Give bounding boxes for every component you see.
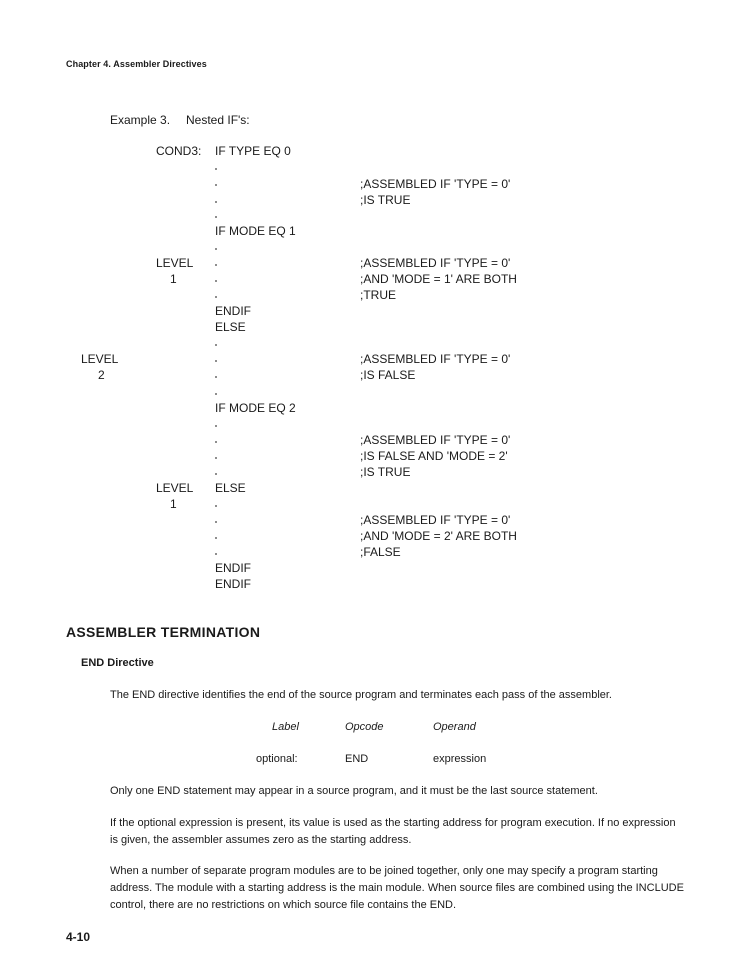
- paragraph: If the optional expression is present, its value is used as the starting address for program execution. If no expression is given, the assembler assumes zero as the starting address.: [110, 817, 676, 846]
- ellipsis-dot: [215, 201, 217, 203]
- code-line: IF MODE EQ 2: [215, 401, 296, 415]
- ellipsis-dot: [215, 376, 217, 378]
- code-line: ELSE: [215, 320, 246, 334]
- format-header-operand: Operand: [433, 721, 476, 733]
- ellipsis-dot: [215, 473, 217, 475]
- ellipsis-dot: [215, 521, 217, 523]
- page-number: 4-10: [66, 930, 91, 944]
- ellipsis-dot: [215, 168, 217, 170]
- ellipsis-dot: [215, 216, 217, 218]
- level-label: LEVEL: [156, 256, 194, 270]
- code-comment: ;FALSE: [360, 545, 401, 559]
- code-comment: ;IS FALSE: [360, 368, 416, 382]
- ellipsis-dot: [215, 296, 217, 298]
- code-line: ENDIF: [215, 561, 251, 575]
- level-label: LEVEL: [156, 481, 194, 495]
- paragraph: Only one END statement may appear in a source program, and it must be the last source statement.: [110, 785, 598, 797]
- format-header-label: Label: [272, 721, 299, 733]
- ellipsis-dot: [215, 393, 217, 395]
- running-head: Chapter 4. Assembler Directives: [66, 59, 207, 69]
- ellipsis-dot: [215, 360, 217, 362]
- code-line: IF MODE EQ 1: [215, 224, 296, 238]
- format-cell-operand: expression: [433, 753, 487, 765]
- level-label: LEVEL: [81, 352, 119, 366]
- code-comment: ;ASSEMBLED IF 'TYPE = 0': [360, 177, 511, 191]
- code-line: ENDIF: [215, 304, 251, 318]
- ellipsis-dot: [215, 425, 217, 427]
- code-comment: ;IS TRUE: [360, 193, 411, 207]
- ellipsis-dot: [215, 537, 217, 539]
- ellipsis-dot: [215, 441, 217, 443]
- ellipsis-dot: [215, 457, 217, 459]
- code-comment: ;TRUE: [360, 288, 396, 302]
- ellipsis-dot: [215, 344, 217, 346]
- code-comment: ;IS TRUE: [360, 465, 411, 479]
- code-line: ENDIF: [215, 577, 251, 591]
- ellipsis-dot: [215, 505, 217, 507]
- code-comment: ;AND 'MODE = 1' ARE BOTH: [360, 272, 517, 286]
- code-line: IF TYPE EQ 0: [215, 144, 291, 158]
- ellipsis-dot: [215, 264, 217, 266]
- section-heading: ASSEMBLER TERMINATION: [66, 624, 261, 640]
- ellipsis-dot: [215, 248, 217, 250]
- ellipsis-dot: [215, 553, 217, 555]
- subsection-heading: END Directive: [81, 657, 154, 669]
- level-number: 1: [170, 497, 177, 511]
- code-label: COND3:: [156, 144, 202, 158]
- level-number: 2: [98, 368, 105, 382]
- paragraph: When a number of separate program modules are to be joined together, only one may specify a program starting address. The module with a starting address is the main module. When source files are combined using the INCLUDE control, there are no restrictions on which source file contains the END.: [110, 865, 684, 911]
- level-number: 1: [170, 272, 177, 286]
- format-cell-label: optional:: [256, 753, 298, 765]
- code-comment: ;AND 'MODE = 2' ARE BOTH: [360, 529, 517, 543]
- example-title: Example 3.: [110, 113, 171, 127]
- ellipsis-dot: [215, 280, 217, 282]
- intro-paragraph: The END directive identifies the end of the source program and terminates each pass of the assembler.: [110, 689, 612, 701]
- format-header-opcode: Opcode: [345, 721, 384, 733]
- code-comment: ;IS FALSE AND 'MODE = 2': [360, 449, 508, 463]
- example-subtitle: Nested IF's:: [186, 113, 250, 127]
- code-comment: ;ASSEMBLED IF 'TYPE = 0': [360, 256, 511, 270]
- code-comment: ;ASSEMBLED IF 'TYPE = 0': [360, 433, 511, 447]
- ellipsis-dot: [215, 184, 217, 186]
- code-line: ELSE: [215, 481, 246, 495]
- code-comment: ;ASSEMBLED IF 'TYPE = 0': [360, 513, 511, 527]
- code-comment: ;ASSEMBLED IF 'TYPE = 0': [360, 352, 511, 366]
- format-cell-opcode: END: [345, 753, 369, 765]
